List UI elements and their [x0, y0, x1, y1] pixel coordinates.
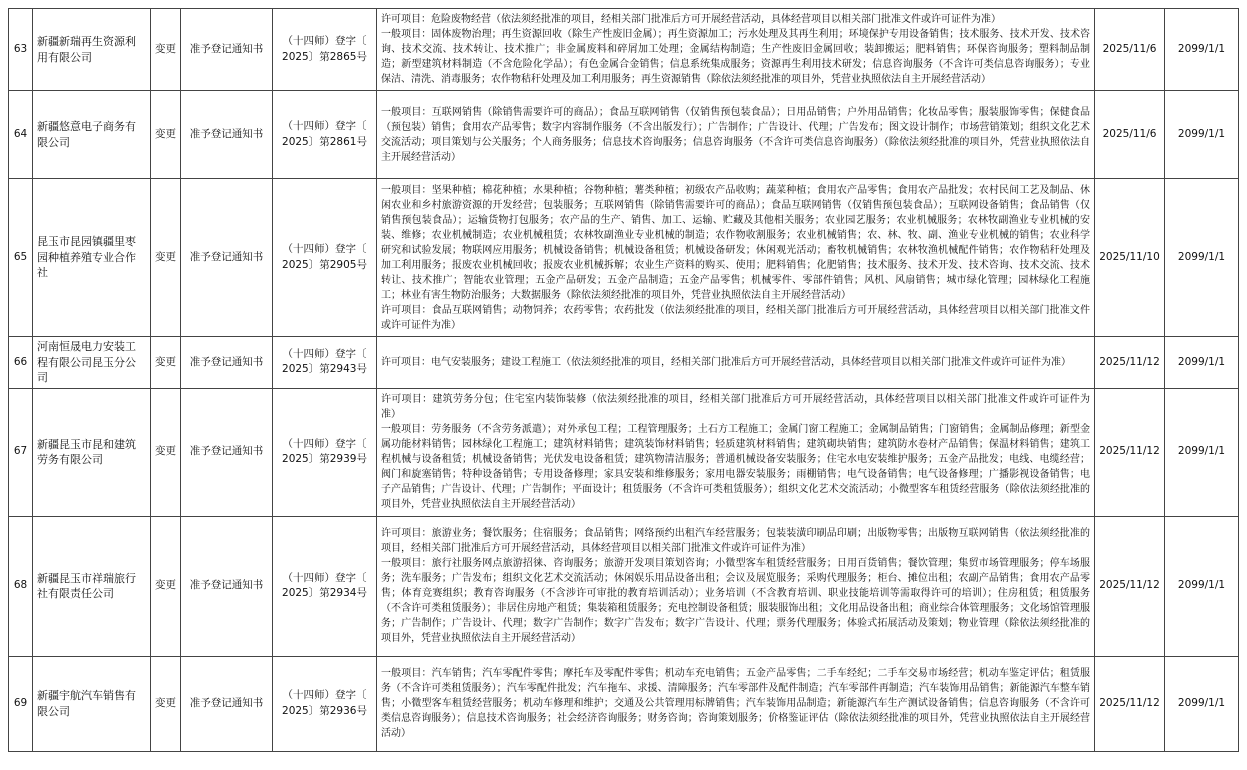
row-index: 68 — [9, 516, 33, 656]
registration-table-container — [8, 8, 1238, 752]
company-name: 新疆昆玉市昆和建筑劳务有限公司 — [33, 388, 151, 516]
start-date: 2025/11/12 — [1095, 516, 1165, 656]
end-date: 2099/1/1 — [1165, 337, 1239, 389]
table-row — [9, 388, 1239, 516]
document-type: 准予登记通知书 — [181, 656, 273, 751]
change-type: 变更 — [151, 179, 181, 337]
registration-number — [273, 9, 377, 91]
registration-number-line1: （十四师）登字〔 — [282, 35, 367, 47]
document-type: 准予登记通知书 — [181, 516, 273, 656]
document-type: 准予登记通知书 — [181, 91, 273, 179]
registration-number — [273, 179, 377, 337]
registration-number-line2: 2025〕第2943号 — [282, 363, 367, 376]
end-date: 2099/1/1 — [1165, 179, 1239, 337]
table-row — [9, 91, 1239, 179]
company-name: 昆玉市昆园镇疆里枣园种植养殖专业合作社 — [33, 179, 151, 337]
table-row — [9, 337, 1239, 389]
business-scope: 一般项目：互联网销售（除销售需要许可的商品）；食品互联网销售（仅销售预包装食品）；日用品销售；户外用品销售；化妆品零售；服装服饰零售；保健食品（预包装）销售；食用农产品零售；数字内容制作服务（不含出版发行）；广告制作；广告设计、代理；广告发布；图文设计制作；市场营销策划；组织文化艺术交流活动；项目策划与公关服务；个人商务服务；信息技术咨询服务；信息咨询服务（不含许可类信息咨询服务）（除依法须经批准的项目外，凭营业执照依法自主开展经营活动） — [377, 91, 1095, 179]
table-row — [9, 516, 1239, 656]
company-name: 新疆悠意电子商务有限公司 — [33, 91, 151, 179]
change-type: 变更 — [151, 9, 181, 91]
change-type: 变更 — [151, 656, 181, 751]
registration-number-line2: 2025〕第2861号 — [282, 135, 367, 148]
table-body — [9, 9, 1239, 752]
registration-number — [273, 337, 377, 389]
registration-number-line2: 2025〕第2865号 — [282, 50, 367, 63]
end-date: 2099/1/1 — [1165, 91, 1239, 179]
registration-number-line1: （十四师）登字〔 — [282, 689, 367, 701]
registration-number — [273, 91, 377, 179]
end-date: 2099/1/1 — [1165, 516, 1239, 656]
registration-number-line2: 2025〕第2934号 — [282, 587, 367, 599]
row-index: 69 — [9, 656, 33, 751]
business-scope: 一般项目：汽车销售；汽车零配件零售；摩托车及零配件零售；机动车充电销售；五金产品零售；二手车经纪；二手车交易市场经营；机动车鉴定评估；租赁服务（不含许可类租赁服务）；汽车零配件批发；汽车拖车、求援、清障服务；汽车零部件及配件制造；汽车零部件再制造；汽车装饰用品销售；新能源汽车整车销售；小微型客车租赁经营服务；机动车修理和维护；交通及公共管理用标牌销售；汽车装饰用品制造；新能源汽车生产测试设备销售；信息咨询服务（不含许可类信息咨询服务）；信息技术咨询服务；社会经济咨询服务；财务咨询；咨询策划服务；价格鉴证评估（除依法须经批准的项目外，凭营业执照依法自主开展经营活动） — [377, 656, 1095, 751]
table-row — [9, 9, 1239, 91]
start-date: 2025/11/12 — [1095, 388, 1165, 516]
row-index: 67 — [9, 388, 33, 516]
row-index: 65 — [9, 179, 33, 337]
start-date: 2025/11/12 — [1095, 656, 1165, 751]
table-row — [9, 179, 1239, 337]
registration-number — [273, 516, 377, 656]
registration-number-line1: （十四师）登字〔 — [282, 243, 367, 255]
document-type: 准予登记通知书 — [181, 388, 273, 516]
business-scope: 许可项目：电气安装服务；建设工程施工（依法须经批准的项目，经相关部门批准后方可开展经营活动，具体经营项目以相关部门批准文件或许可证件为准） — [377, 337, 1095, 389]
change-type: 变更 — [151, 91, 181, 179]
end-date: 2099/1/1 — [1165, 656, 1239, 751]
row-index: 66 — [9, 337, 33, 389]
table-row — [9, 656, 1239, 751]
start-date: 2025/11/6 — [1095, 9, 1165, 91]
registration-table — [8, 8, 1239, 752]
business-scope: 许可项目：旅游业务；餐饮服务；住宿服务；食品销售；网络预约出租汽车经营服务；包装装潢印刷品印刷；出版物零售；出版物互联网销售（依法须经批准的项目，经相关部门批准后方可开展经营活动，具体经营项目以相关部门批准文件或许可证件为准） 一般项目：旅行社服务网点旅游招徕、咨询服务；旅游开发项目策划咨询；小微型客车租赁经营服务；日用百货销售；餐饮管理；集贸市场管理服务；停车场服务；洗车服务；广告发布；组织文化艺术交流活动；休闲娱乐用品设备出租；会议及展览服务；采购代理服务；柜台、摊位出租；农副产品销售；食用农产品零售；体育竞赛组织；教育咨询服务（不含涉许可审批的教育培训活动）；业务培训（不含教育培训、职业技能培训等需取得许可的培训）；住房租赁；租赁服务（不含许可类租赁服务）；非居住房地产租赁；集装箱租赁服务；充电控制设备租赁；服装服饰出租；文化用品设备出租；商业综合体管理服务；文化场馆管理服务；广告制作；广告设计、代理；数字广告制作；数字广告发布；数字广告设计、代理；票务代理服务；体验式拓展活动及策划；物业管理（除依法须经批准的项目外，凭营业执照依法自主开展经营活动） — [377, 516, 1095, 656]
registration-number-line1: （十四师）登字〔 — [282, 347, 367, 360]
registration-number — [273, 388, 377, 516]
company-name: 新疆新瑞再生资源利用有限公司 — [33, 9, 151, 91]
row-index: 63 — [9, 9, 33, 91]
company-name: 新疆昆玉市祥瑞旅行社有限责任公司 — [33, 516, 151, 656]
end-date: 2099/1/1 — [1165, 388, 1239, 516]
end-date: 2099/1/1 — [1165, 9, 1239, 91]
document-type: 准予登记通知书 — [181, 9, 273, 91]
start-date: 2025/11/10 — [1095, 179, 1165, 337]
document-type: 准予登记通知书 — [181, 179, 273, 337]
company-name: 河南恒晟电力安装工程有限公司昆玉分公司 — [33, 337, 151, 389]
start-date: 2025/11/12 — [1095, 337, 1165, 389]
business-scope: 许可项目：危险废物经营（依法须经批准的项目，经相关部门批准后方可开展经营活动，具体经营项目以相关部门批准文件或许可证件为准） 一般项目：固体废物治理；再生资源回收（除生产性废旧金属）；再生资源加工；污水处理及其再生利用；环境保护专用设备销售；技术服务、技术开发、技术咨询、技术交流、技术转让、技术推广；非金属废料和碎屑加工处理；金属结构制造；生产性废旧金属回收；装卸搬运；肥料销售；环保咨询服务；塑料制品制造；新型建筑材料制造（不含危险化学品）；有色金属合金销售；信息系统集成服务；资源再生利用技术研发；信息咨询服务（不含许可类信息咨询服务）；专业保洁、清洗、消毒服务；农作物秸秆处理及加工利用服务；再生资源销售（除依法须经批准的项目外，凭营业执照依法自主开展经营活动） — [377, 9, 1095, 91]
company-name: 新疆宇航汽车销售有限公司 — [33, 656, 151, 751]
business-scope: 一般项目：坚果种植；棉花种植；水果种植；谷物种植；薯类种植；初级农产品收购；蔬菜种植；食用农产品零售；食用农产品批发；农村民间工艺及制品、休闲农业和乡村旅游资源的开发经营；包装服务；互联网销售（除销售需要许可的商品）；食品互联网销售（仅销售预包装食品）；互联网设备销售；食品销售（仅销售预包装食品）；运输货物打包服务；农产品的生产、销售、加工、运输、贮藏及其他相关服务；农业园艺服务；农业机械服务；农林牧副渔业专业机械的安装、维修；农业机械制造；农业机械租赁；农林牧副渔业专业机械的制造；农作物收割服务；农业机械销售；农、林、牧、副、渔业专业机械的销售；农业科学研究和试验发展；物联网应用服务；机械设备销售；机械设备租赁；机械设备研发；休闲观光活动；畜牧机械销售；农林牧渔机械配件销售；农作物秸秆处理及加工利用服务；报废农业机械回收；报废农业机械拆解；农业生产资料的购买、使用；肥料销售；化肥销售；技术服务、技术开发、技术咨询、技术交流、技术转让、技术推广；智能农业管理；五金产品研发；五金产品制造；五金产品零售；机械零件、零部件销售；风机、风扇销售；城市绿化管理；园林绿化工程施工；林业有害生物防治服务；大数据服务（除依法须经批准的项目外，凭营业执照依法自主开展经营活动） 许可项目：食品互联网销售；动物饲养；农药零售；农药批发（依法须经批准的项目，经相关部门批准后方可开展经营活动，具体经营项目以相关部门批准文件或许可证件为准） — [377, 179, 1095, 337]
change-type: 变更 — [151, 337, 181, 389]
registration-number-line2: 2025〕第2939号 — [282, 453, 367, 465]
registration-number-line2: 2025〕第2905号 — [282, 258, 367, 271]
registration-number — [273, 656, 377, 751]
document-type: 准予登记通知书 — [181, 337, 273, 389]
change-type: 变更 — [151, 516, 181, 656]
registration-number-line1: （十四师）登字〔 — [282, 437, 367, 450]
change-type: 变更 — [151, 388, 181, 516]
registration-number-line2: 2025〕第2936号 — [282, 704, 367, 717]
row-index: 64 — [9, 91, 33, 179]
start-date: 2025/11/6 — [1095, 91, 1165, 179]
registration-number-line1: （十四师）登字〔 — [282, 120, 367, 132]
business-scope: 许可项目：建筑劳务分包；住宅室内装饰装修（依法须经批准的项目，经相关部门批准后方可开展经营活动，具体经营项目以相关部门批准文件或许可证件为准） 一般项目：劳务服务（不含劳务派遣）；对外承包工程；工程管理服务；土石方工程施工；金属门窗工程施工；金属制品销售；门窗销售；金属制品修理；新型金属功能材料销售；园林绿化工程施工；建筑材料销售；建筑装饰材料销售；轻质建筑材料销售；建筑砌块销售；建筑防水卷材产品销售；保温材料销售；建筑工程机械与设备租赁；机械设备销售；光伏发电设备租赁；建筑物清洁服务；普通机械设备安装服务；住宅水电安装维护服务；五金产品批发；电线、电缆经营；阀门和旋塞销售；特种设备销售；专用设备修理；家具安装和维修服务；家用电器安装服务；雨棚销售；电气设备销售；电气设备修理；广播影视设备销售；电子产品销售；广告设计、代理；广告制作；平面设计；租赁服务（不含许可类租赁服务）；组织文化艺术交流活动；小微型客车租赁经营服务（除依法须经批准的项目外，凭营业执照依法自主开展经营活动） — [377, 388, 1095, 516]
registration-number-line1: （十四师）登字〔 — [282, 571, 367, 584]
